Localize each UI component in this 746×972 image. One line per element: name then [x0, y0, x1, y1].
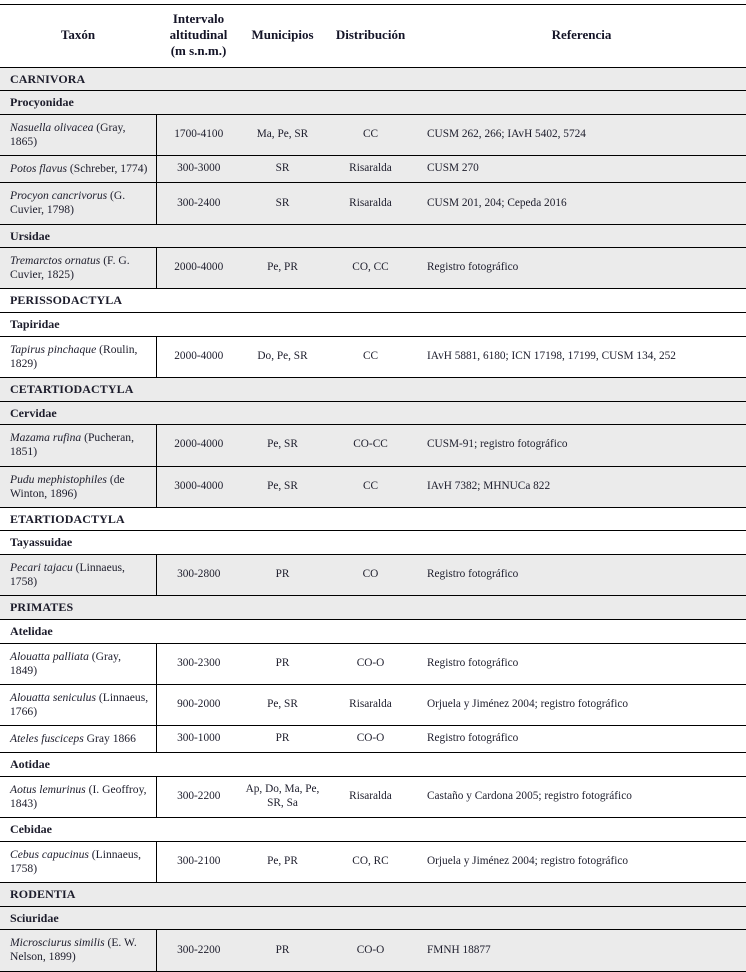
cell-municipios: Pe, SR — [241, 425, 324, 466]
cell-altitude: 300-2100 — [156, 841, 241, 882]
table-row-family — [0, 401, 746, 425]
column-header-altitude — [156, 5, 241, 68]
cell-altitude: 1700-4100 — [156, 114, 241, 155]
scientific-name: Pudu mephistophiles — [10, 472, 107, 486]
family-name: Aotidae — [0, 753, 746, 777]
scientific-name: Tapirus pinchaque — [10, 342, 97, 356]
table-row-order — [0, 289, 746, 313]
cell-distribucion: CO-O — [324, 726, 417, 753]
scientific-name: Aotus lemurinus — [10, 782, 86, 796]
cell-taxon — [0, 841, 156, 882]
cell-referencia: CUSM 262, 266; IAvH 5402, 5724 — [417, 114, 746, 155]
family-name: Sciuridae — [0, 906, 746, 930]
taxon-authority: (Gray, 1865) — [10, 120, 126, 148]
cell-altitude: 2000-4000 — [156, 425, 241, 466]
table-row-order — [0, 67, 746, 91]
cell-referencia: FMNH 18877 — [417, 930, 746, 971]
cell-referencia: Registro fotográfico — [417, 555, 746, 596]
table-row — [0, 555, 746, 596]
scientific-name: Microsciurus similis — [10, 936, 105, 950]
cell-altitude: 2000-4000 — [156, 336, 241, 377]
cell-altitude: 300-2200 — [156, 930, 241, 971]
family-name: Cervidae — [0, 401, 746, 425]
table-body — [0, 67, 746, 971]
cell-referencia: IAvH 7382; MHNUCa 822 — [417, 466, 746, 507]
table-row-order — [0, 883, 746, 907]
family-name: Atelidae — [0, 619, 746, 643]
taxon-authority: (Pucheran, 1851) — [10, 431, 134, 459]
cell-municipios: PR — [241, 930, 324, 971]
table-row-order — [0, 596, 746, 620]
cell-referencia: Registro fotográfico — [417, 726, 746, 753]
cell-altitude: 300-2300 — [156, 643, 241, 684]
table-row — [0, 776, 746, 817]
cell-municipios: Ap, Do, Ma, Pe, SR, Sa — [241, 776, 324, 817]
cell-referencia: Registro fotográfico — [417, 643, 746, 684]
cell-altitude: 900-2000 — [156, 684, 241, 725]
taxon-authority: (F. G. Cuvier, 1825) — [10, 254, 130, 282]
cell-taxon — [0, 336, 156, 377]
cell-altitude: 300-2400 — [156, 183, 241, 224]
cell-altitude: 300-2200 — [156, 776, 241, 817]
cell-municipios: PR — [241, 726, 324, 753]
scientific-name: Potos flavus — [10, 162, 68, 176]
table-row-family — [0, 906, 746, 930]
cell-referencia: CUSM-91; registro fotográfico — [417, 425, 746, 466]
table-row-family — [0, 753, 746, 777]
taxon-authority: (I. Geoffroy, 1843) — [10, 782, 147, 811]
family-name: Cebidae — [0, 818, 746, 842]
family-name: Tayassuidae — [0, 531, 746, 555]
taxon-authority: (Schreber, 1774) — [67, 162, 148, 176]
cell-distribucion: CO, RC — [324, 841, 417, 882]
table-row-family — [0, 91, 746, 115]
cell-altitude: 2000-4000 — [156, 248, 241, 289]
cell-altitude: 3000-4000 — [156, 466, 241, 507]
family-name: Tapiridae — [0, 313, 746, 337]
scientific-name: Ateles fusciceps — [10, 732, 84, 746]
taxon-authority: (Linnaeus, 1766) — [10, 690, 149, 718]
order-name: PERISSODACTYLA — [0, 289, 746, 313]
cell-distribucion: Risaralda — [324, 776, 417, 817]
taxon-authority: (Linnaeus, 1758) — [10, 561, 125, 589]
cell-distribucion: CO-O — [324, 930, 417, 971]
cell-distribucion: CC — [324, 114, 417, 155]
cell-taxon — [0, 726, 156, 753]
cell-referencia: CUSM 201, 204; Cepeda 2016 — [417, 183, 746, 224]
cell-taxon — [0, 183, 156, 224]
cell-municipios: Pe, PR — [241, 841, 324, 882]
cell-taxon — [0, 114, 156, 155]
cell-taxon — [0, 425, 156, 466]
order-name: CARNIVORA — [0, 67, 746, 91]
scientific-name: Nasuella olivacea — [10, 120, 94, 134]
cell-distribucion: CC — [324, 336, 417, 377]
cell-distribucion: CO, CC — [324, 248, 417, 289]
order-name: ETARTIODACTYLA — [0, 507, 746, 531]
scientific-name: Mazama rufina — [10, 431, 82, 445]
cell-distribucion: CO-O — [324, 643, 417, 684]
scientific-name: Alouatta palliata — [10, 649, 89, 663]
cell-taxon — [0, 156, 156, 183]
cell-distribucion: CO — [324, 555, 417, 596]
cell-taxon — [0, 248, 156, 289]
table-row — [0, 841, 746, 882]
order-name: PRIMATES — [0, 596, 746, 620]
cell-distribucion: Risaralda — [324, 183, 417, 224]
cell-municipios: SR — [241, 183, 324, 224]
taxon-authority: Gray 1866 — [83, 732, 136, 746]
column-header-municipios: Municipios — [241, 5, 324, 68]
table-row — [0, 930, 746, 971]
taxon-authority: (Roulin, 1829) — [10, 342, 138, 370]
cell-referencia: Registro fotográfico — [417, 248, 746, 289]
cell-municipios: Pe, SR — [241, 684, 324, 725]
cell-distribucion: Risaralda — [324, 156, 417, 183]
cell-taxon — [0, 684, 156, 725]
table-row — [0, 336, 746, 377]
table-row — [0, 114, 746, 155]
taxon-authority: (Linnaeus, 1758) — [10, 847, 142, 875]
column-header-referencia: Referencia — [417, 5, 746, 68]
cell-municipios: SR — [241, 156, 324, 183]
family-name: Ursidae — [0, 224, 746, 248]
column-header-altitude-line1: Intervalo — [172, 11, 225, 26]
cell-taxon — [0, 643, 156, 684]
table-header-row — [0, 5, 746, 68]
table-header — [0, 5, 746, 68]
taxon-authority: (Gray, 1849) — [10, 649, 121, 677]
column-header-distribucion: Distribución — [324, 5, 417, 68]
table-row — [0, 726, 746, 753]
cell-referencia: Orjuela y Jiménez 2004; registro fotográfico — [417, 841, 746, 882]
scientific-name: Pecari tajacu — [10, 561, 73, 575]
table-row-family — [0, 531, 746, 555]
column-header-altitude-line2: altitudinal — [169, 26, 228, 42]
table-row — [0, 248, 746, 289]
cell-municipios: PR — [241, 643, 324, 684]
cell-municipios: Do, Pe, SR — [241, 336, 324, 377]
table-row — [0, 643, 746, 684]
taxon-authority: (de Winton, 1896) — [10, 472, 125, 500]
table-row — [0, 684, 746, 725]
cell-altitude: 300-1000 — [156, 726, 241, 753]
table-row-family — [0, 818, 746, 842]
scientific-name: Alouatta seniculus — [10, 690, 96, 704]
table-row — [0, 183, 746, 224]
order-name: CETARTIODACTYLA — [0, 377, 746, 401]
table-row — [0, 156, 746, 183]
cell-municipios: Pe, SR — [241, 466, 324, 507]
cell-distribucion: Risaralda — [324, 684, 417, 725]
cell-municipios: Ma, Pe, SR — [241, 114, 324, 155]
cell-distribucion: CC — [324, 466, 417, 507]
species-inventory-table — [0, 4, 746, 972]
cell-municipios: Pe, PR — [241, 248, 324, 289]
scientific-name: Procyon cancrivorus — [10, 189, 108, 203]
cell-altitude: 300-2800 — [156, 555, 241, 596]
cell-taxon — [0, 930, 156, 971]
taxon-authority: (G. Cuvier, 1798) — [10, 189, 126, 217]
cell-taxon — [0, 776, 156, 817]
column-header-altitude-line3: (m s.n.m.) — [170, 42, 227, 58]
cell-municipios: PR — [241, 555, 324, 596]
cell-taxon — [0, 466, 156, 507]
scientific-name: Cebus capucinus — [10, 847, 89, 861]
cell-referencia: IAvH 5881, 6180; ICN 17198, 17199, CUSM 134, 252 — [417, 336, 746, 377]
table-row-family — [0, 619, 746, 643]
order-name: RODENTIA — [0, 883, 746, 907]
taxon-authority: (E. W. Nelson, 1899) — [10, 936, 137, 964]
scientific-name: Tremarctos ornatus — [10, 254, 101, 268]
cell-referencia: Orjuela y Jiménez 2004; registro fotográfico — [417, 684, 746, 725]
cell-referencia: CUSM 270 — [417, 156, 746, 183]
cell-taxon — [0, 555, 156, 596]
cell-altitude: 300-3000 — [156, 156, 241, 183]
column-header-taxon: Taxón — [0, 5, 156, 68]
table-row-order — [0, 507, 746, 531]
table-row — [0, 466, 746, 507]
table-row-family — [0, 224, 746, 248]
cell-referencia: Castaño y Cardona 2005; registro fotográfico — [417, 776, 746, 817]
table-row-order — [0, 377, 746, 401]
cell-distribucion: CO-CC — [324, 425, 417, 466]
family-name: Procyonidae — [0, 91, 746, 115]
table-row — [0, 425, 746, 466]
table-row-family — [0, 313, 746, 337]
